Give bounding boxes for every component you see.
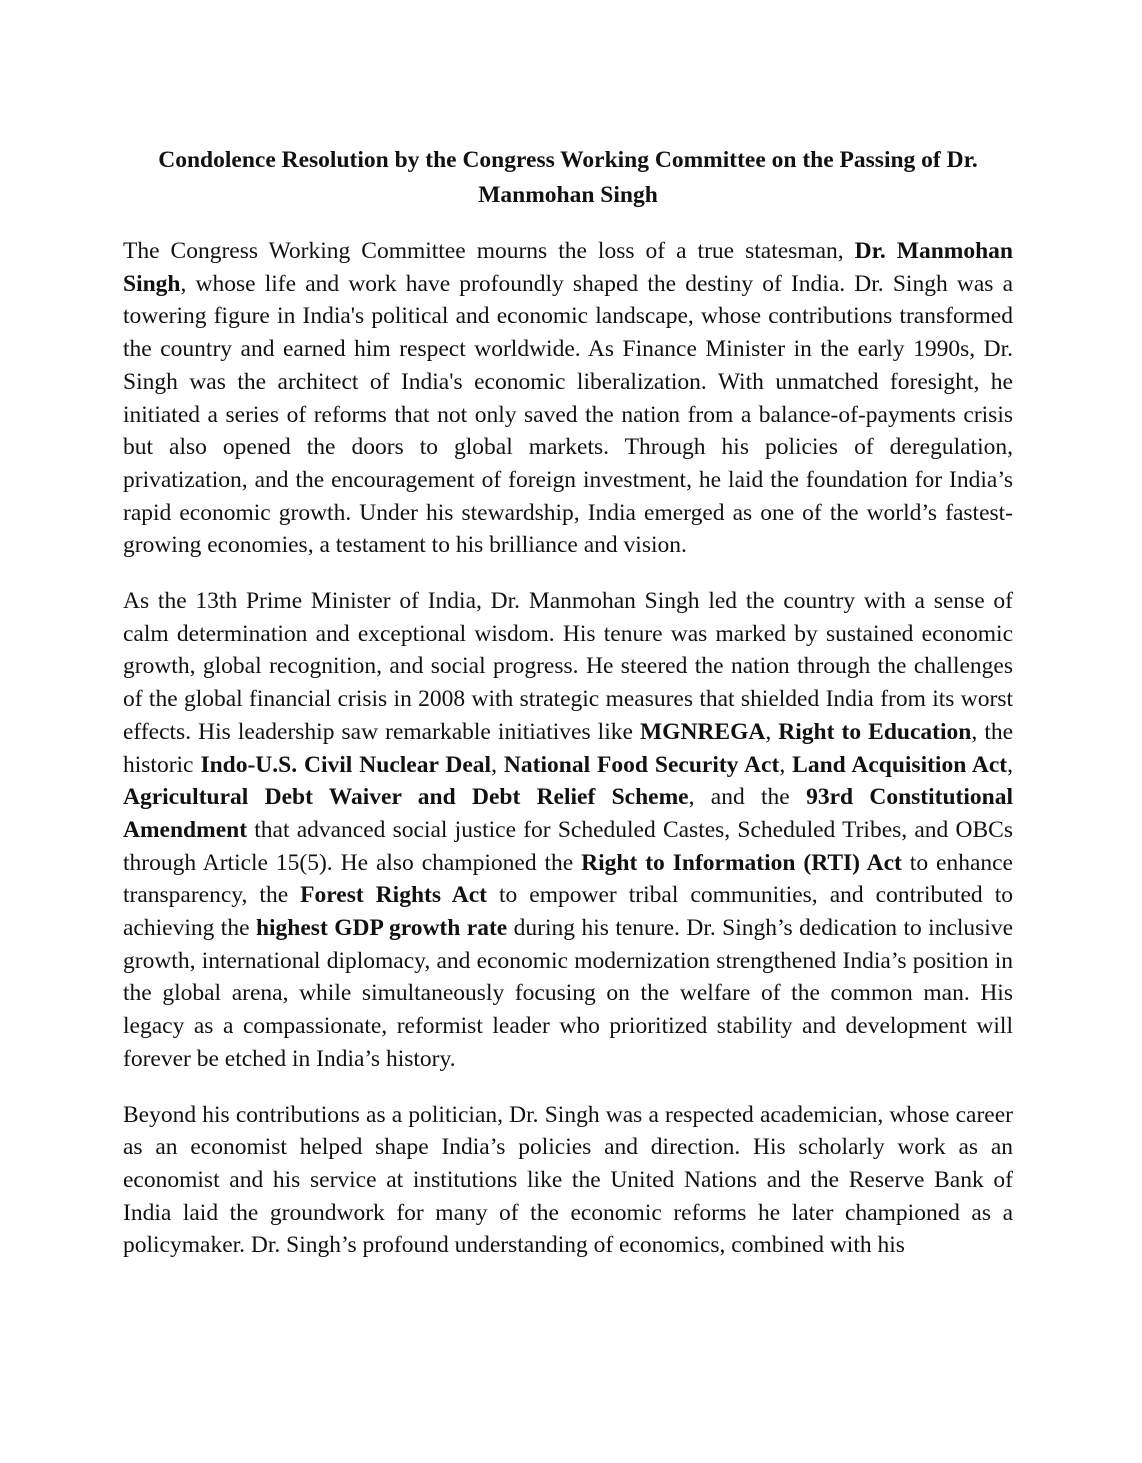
body-paragraph [123, 1099, 1013, 1263]
text-run: to empower tribal communities, and contributed to achieving the [123, 882, 1013, 942]
bold-text-run: Forest Rights Act [300, 882, 487, 909]
bold-text-run: Dr. Manmohan Singh [123, 238, 1014, 297]
bold-text-run: Right to Education [778, 718, 972, 745]
bold-text-run: highest GDP growth rate [255, 915, 508, 942]
text-run: during his tenure. Dr. Singh’s dedication to inclusive growth, international diplomacy, and economic modernization strengthened India’s position in the global arena, while simultaneously focusing on the welfare of the common man. His legacy as a compassionate, reformist leader who prioritized stability and development will forever be etched in India’s history. [123, 915, 1014, 1072]
document-page [123, 143, 1013, 1285]
bold-text-run: MGNREGA [640, 718, 766, 745]
text-run: , [1007, 751, 1014, 778]
body-paragraph [123, 585, 1013, 1076]
document-body [123, 235, 1013, 1262]
text-run: , the historic [123, 718, 1014, 778]
text-run: , [779, 751, 793, 778]
text-run: Beyond his contributions as a politician, Dr. Singh was a respected academician, whose career as an economist helped shape India’s policies and direction. His scholarly work as an economist and his service at institutions like the United Nations and the Reserve Bank of India laid the groundwork for many of the economic reforms he later championed as a policymaker. Dr. Singh’s profound understanding of economics, combined with his [123, 1101, 1013, 1259]
text-run: , whose life and work have profoundly shaped the destiny of India. Dr. Singh was a towering figure in India's political and economic landscape, whose contributions transformed the country and earned him respect worldwide. As Finance Minister in the early 1990s, Dr. Singh was the architect of India's economic liberalization. With unmatched foresight, he initiated a series of reforms that not only saved the nation from a balance-of-payments crisis but also opened the doors to global markets. Through his policies of deregulation, privatization, and the encouragement of foreign investment, he laid the foundation for India’s rapid economic growth. Under his stewardship, India emerged as one of the world’s fastest-growing economies, a testament to his brilliance and vision. [123, 270, 1013, 559]
text-run: The Congress Working Committee mourns the loss of a true statesman, [123, 238, 855, 264]
text-run: to enhance transparency, the [123, 849, 1013, 909]
bold-text-run: Right to Information (RTI) Act [581, 849, 902, 876]
body-paragraph [123, 235, 1013, 562]
bold-text-run: Indo-U.S. Civil Nuclear Deal [200, 751, 492, 778]
text-run: that advanced social justice for Scheduled Castes, Scheduled Tribes, and OBCs through Article 15(5). He also championed the [123, 816, 1013, 876]
bold-text-run: Land Acquisition Act [792, 751, 1008, 778]
document-title: Condolence Resolution by the Congress Working Committee on the Passing of Dr. Manmohan Singh [158, 147, 978, 208]
bold-text-run: Agricultural Debt Waiver and Debt Relief Scheme [123, 784, 689, 811]
text-run: , [765, 718, 779, 745]
bold-text-run: National Food Security Act [503, 751, 780, 778]
text-run: As the 13th Prime Minister of India, Dr. Manmohan Singh led the country with a sense of calm determination and exceptional wisdom. His tenure was marked by sustained economic growth, global recognition, and social progress. He steered the nation through the challenges of the global financial crisis in 2008 with strategic measures that shielded India from its worst effects. His leadership saw remarkable initiatives like [123, 588, 1013, 745]
bold-text-run: 93rd Constitutional Amendment [123, 784, 1014, 843]
text-run: , and the [688, 784, 807, 811]
text-run: , [491, 751, 504, 778]
